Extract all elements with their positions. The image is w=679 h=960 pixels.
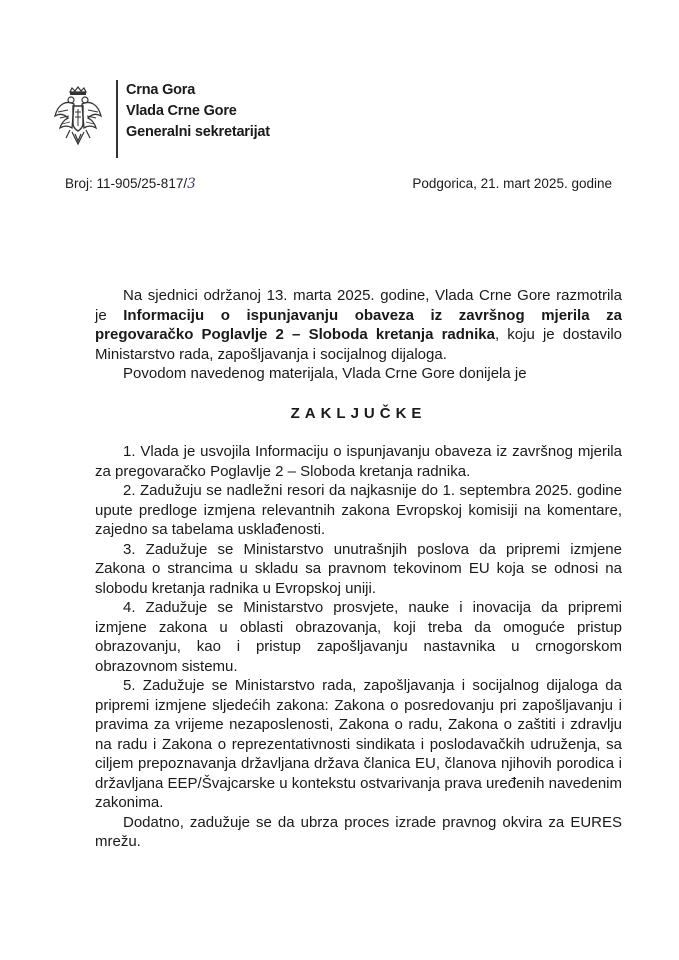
header-country: Crna Gora — [126, 82, 196, 98]
header-secretariat: Generalni sekretarijat — [126, 124, 270, 140]
conclusion-item: 4. Zadužuje se Ministarstvo prosvjete, nauke i inovacija da pripremi izmjene zakona u oblasti obrazovanja, koji treba da omoguće pristup obrazovanju, kao i pristup zapošljavanju nastavnika u crnogorskom obrazovnom sistemu. — [95, 599, 622, 675]
conclusion-item: 1. Vlada je usvojila Informaciju o ispunjavanju obaveza iz završnog mjerila za pregovaračko Poglavlje 2 – Sloboda kretanja radnika. — [95, 443, 622, 480]
header-government: Vlada Crne Gore — [126, 103, 237, 119]
intro-paragraph — [95, 286, 622, 364]
letterhead-text — [116, 80, 270, 158]
reference-number — [65, 176, 196, 192]
reference-number-label: Broj: 11-905/25-817/ — [65, 176, 188, 191]
reference-line — [65, 176, 612, 192]
handwritten-suffix: 3 — [187, 176, 196, 192]
intro-part2: , koju je dostavilo Ministarstvo rada, zapošljavanja i socijalnog dijaloga. — [95, 326, 622, 363]
conclusion-item: 3. Zadužuje se Ministarstvo unutrašnjih poslova da pripremi izmjene Zakona o strancima u skladu sa pravnom tekovinom EU koja se odnosi na slobodu kretanja radnika u Evropskoj uniji. — [95, 540, 622, 597]
conclusion-item: 5. Zadužuje se Ministarstvo rada, zapošljavanja i socijalnog dijaloga da pripremi izmjene sljedećih zakona: Zakona o posredovanju pri zapošljavanju i pravima za vrijeme nezaposlenosti, Zakona o radu, Zakona o zaštiti i zdravlju na radu i Zakona o reprezentativnosti sindikata i poslodavačkih udruženja, sa ciljem prepoznavanja državljana država članica EU, članova njihovih porodica i državljana EEP/Švajcarske u kontekstu ostvarivanja prava uređenih navedenim zakonima. — [95, 677, 622, 811]
intro-part1: Na sjednici održanoj 13. marta 2025. godine, Vlada Crne Gore razmotrila je — [95, 287, 622, 324]
conclusion-additional: Dodatno, zadužuje se da ubrza proces izrade pravnog okvira za EURES mrežu. — [95, 813, 622, 850]
place-date: Podgorica, 21. mart 2025. godine — [412, 176, 612, 191]
letterhead — [52, 80, 270, 158]
intro-second-line: Povodom navedenog materijala, Vlada Crne Gore donijela je — [123, 365, 527, 382]
conclusions-title: ZAKLJUČKE — [290, 404, 427, 422]
coat-of-arms-icon — [52, 86, 104, 148]
document-body — [95, 286, 622, 852]
intro-bold-title: Informaciju o ispunjavanju obaveza iz završnog mjerila za pregovaračko Poglavlje 2 – Sloboda kretanja radnika — [95, 306, 622, 343]
conclusion-item: 2. Zadužuju se nadležni resori da najkasnije do 1. septembra 2025. godine upute predloge izmjena relevantnih zakona Evropskoj komisiji na komentare, zajedno sa tabelama usklađenosti. — [95, 482, 622, 538]
